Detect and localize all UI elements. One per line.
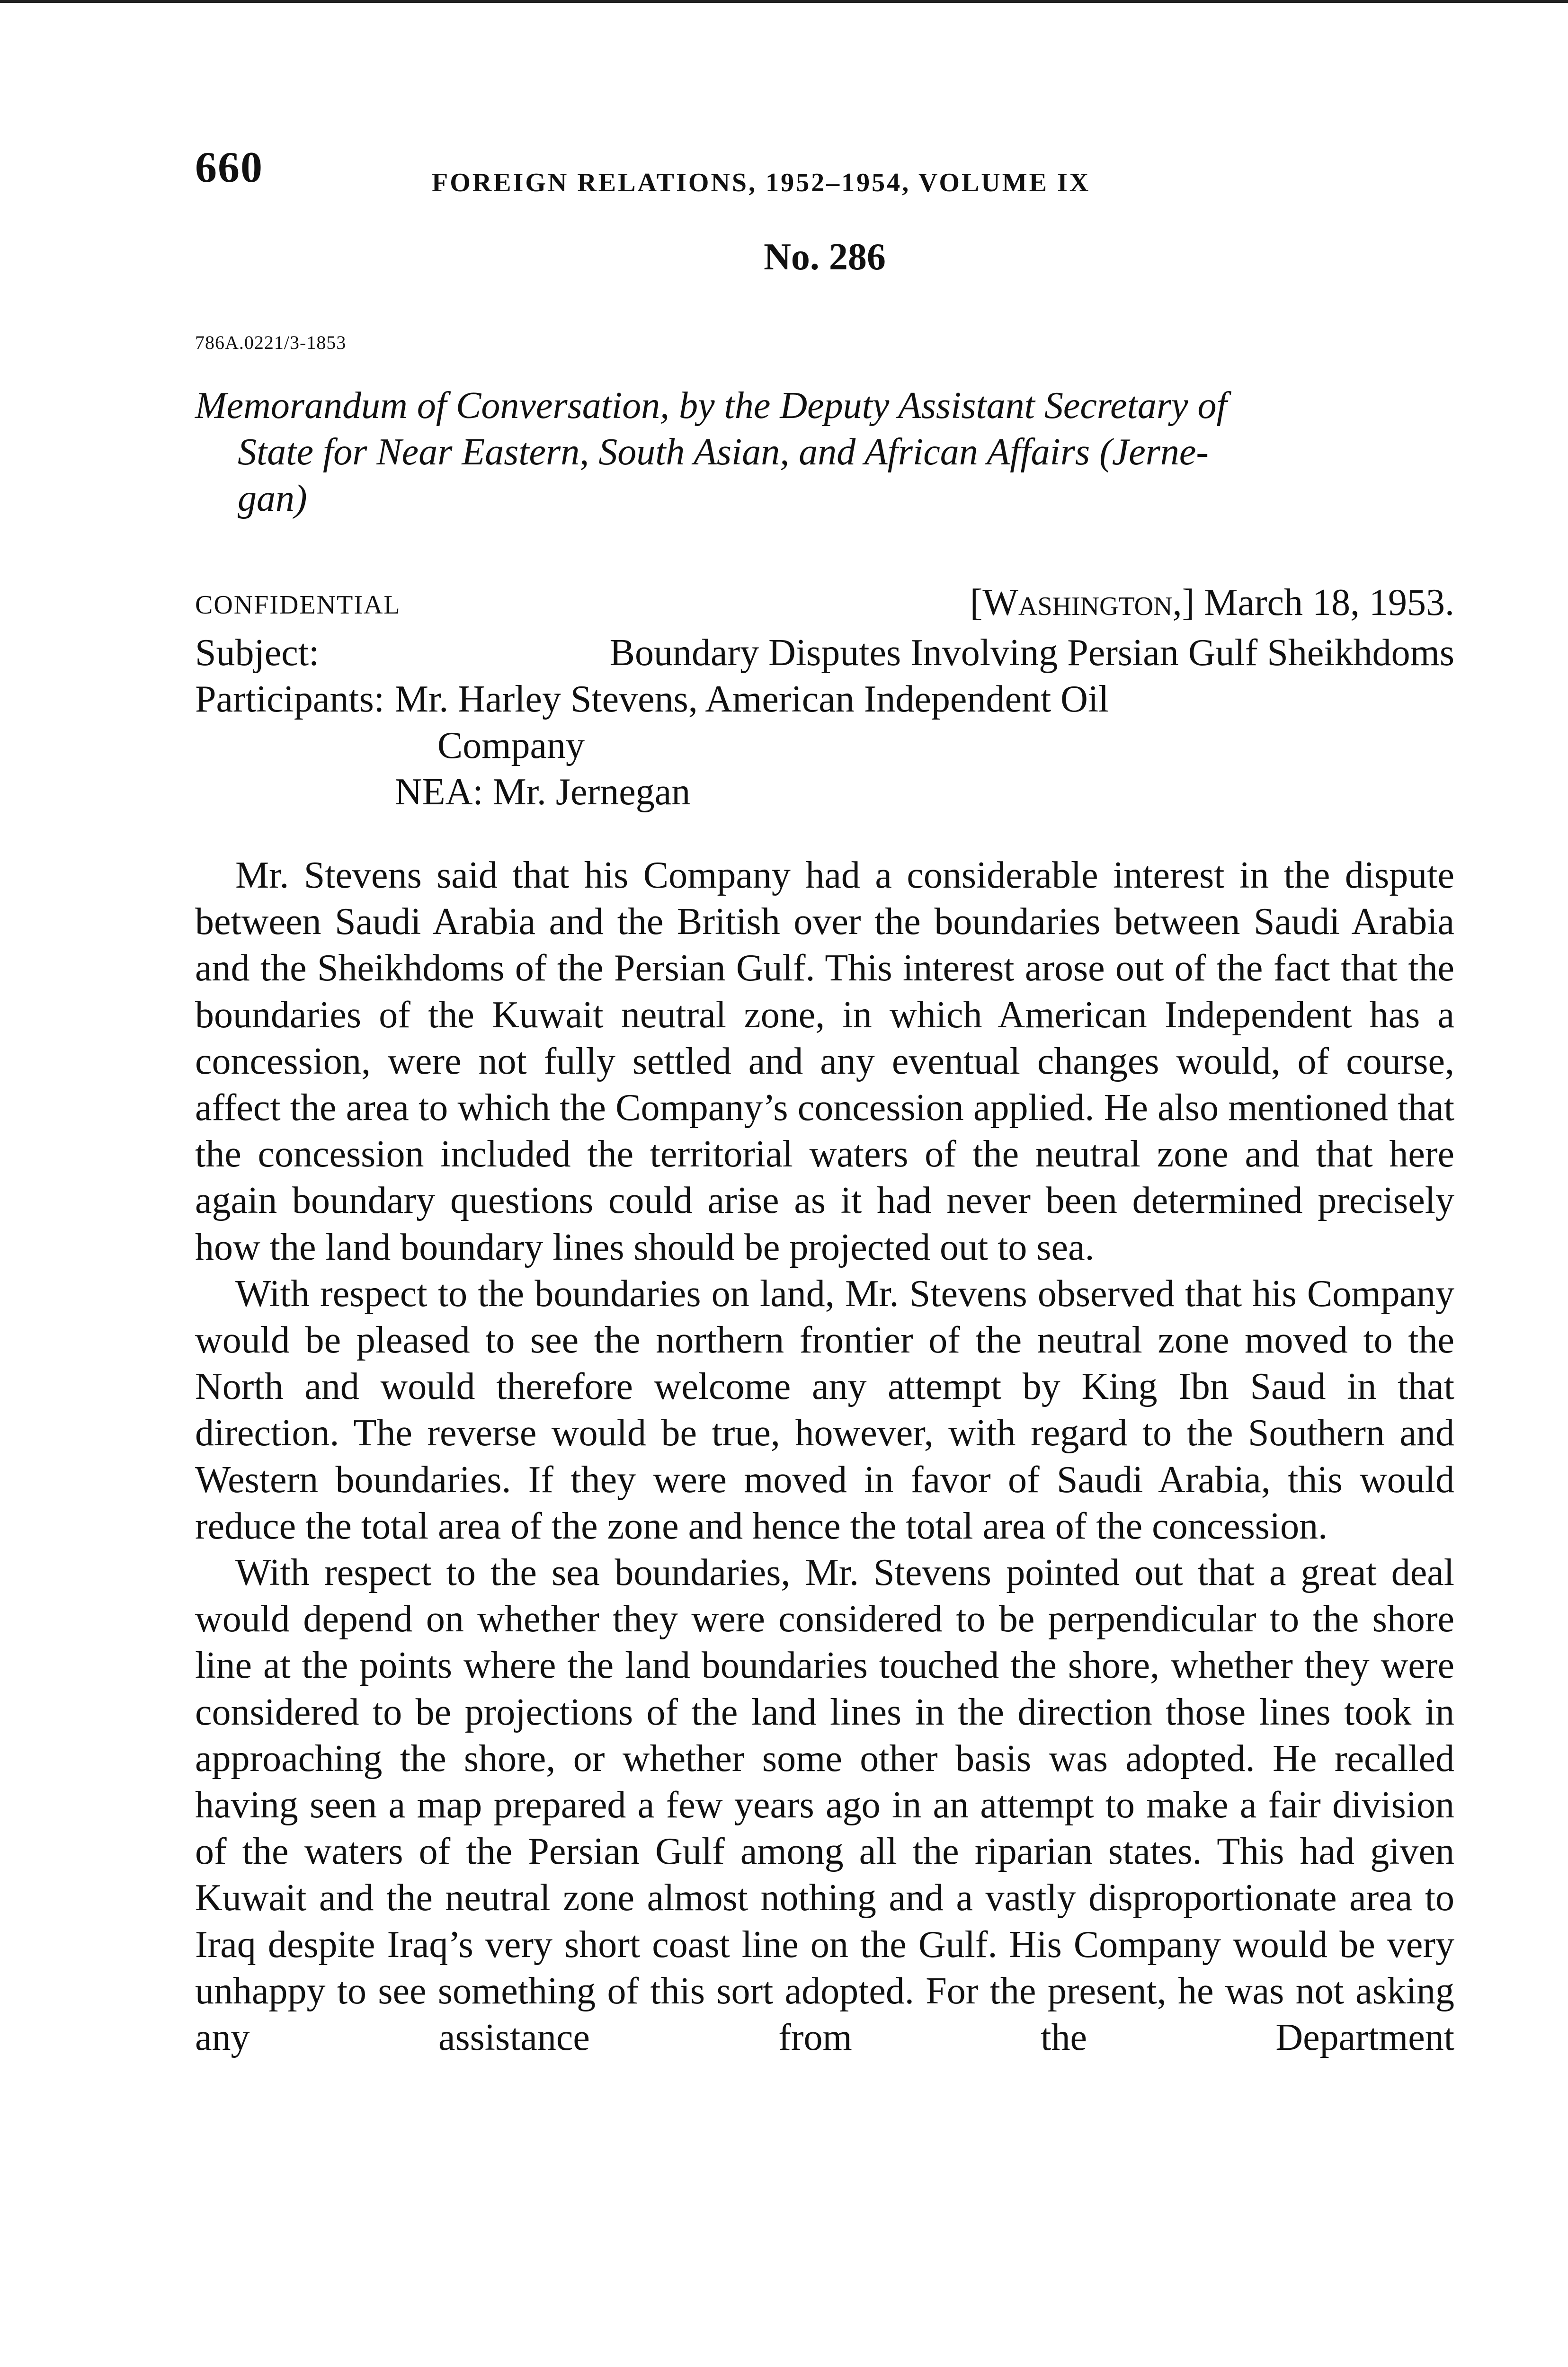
subject-text: Boundary Disputes Involving Persian Gulf Sheikhdoms bbox=[609, 632, 1454, 674]
place-bracket-close: ,] bbox=[1172, 582, 1195, 623]
subject-row bbox=[195, 630, 1454, 676]
place-date bbox=[970, 581, 1454, 624]
place: Washington bbox=[982, 582, 1173, 623]
paragraph-1: Mr. Stevens said that his Company had a considerable interest in the dispute between Saudi Arabia and the British over the boundaries between Saudi Arabia and the Sheikhdoms of the Persian Gulf. This interest arose out of the fact that the boundaries of the Kuwait neutral zone, in which American Independent has a concession, were not fully settled and any eventual changes would, of course, affect the area to which the Company’s concession applied. He also mentioned that the concession included the territorial waters of the neutral zone and that here again boundary questions could arise as it had never been determined precisely how the land boundary lines should be projected out to sea. bbox=[195, 854, 1454, 1268]
page-number: 660 bbox=[195, 143, 263, 191]
page-header bbox=[195, 142, 1454, 199]
document-number: No. 286 bbox=[764, 236, 886, 278]
participants-list bbox=[395, 676, 1109, 815]
participant-1-continuation: Company bbox=[437, 725, 585, 766]
participants-label: Participants: bbox=[195, 678, 384, 720]
dateline bbox=[195, 581, 1454, 629]
title-line-3: gan) bbox=[238, 478, 307, 519]
date: March 18, 1953. bbox=[1204, 582, 1454, 623]
top-border bbox=[0, 0, 1568, 3]
title-line-2: State for Near Eastern, South Asian, and African Affairs (Jerne- bbox=[238, 431, 1209, 473]
running-head: FOREIGN RELATIONS, 1952–1954, VOLUME IX bbox=[432, 168, 1091, 197]
participant-2: NEA: Mr. Jernegan bbox=[394, 771, 691, 813]
title-line-1: Memorandum of Conversation, by the Deputy Assistant Secretary of bbox=[195, 385, 1227, 427]
paragraph-2: With respect to the boundaries on land, Mr. Stevens observed that his Company would be pleased to see the northern frontier of the neutral zone moved to the North and would therefore welcome any attempt by King Ibn Saud in that direction. The reverse would be true, however, with regard to the Southern and Western boundaries. If they were moved in favor of Saudi Arabia, this would reduce the total area of the zone and hence the total area of the concession. bbox=[195, 1272, 1454, 1547]
subject-label: Subject: bbox=[195, 632, 320, 674]
document-title bbox=[195, 383, 1454, 522]
file-number: 786A.0221/3-1853 bbox=[195, 332, 347, 353]
memo-metadata bbox=[195, 630, 1454, 815]
participants-row bbox=[195, 676, 1454, 815]
memo-body bbox=[195, 852, 1454, 2061]
paragraph-3: With respect to the sea boundaries, Mr. Stevens pointed out that a great deal would depend on whether they were considered to be perpendicular to the shore line at the points where the land boundaries touched the shore, whether they were considered to be projections of the land lines in the direction those lines took in approaching the shore, or whether some other basis was adopted. He recalled having seen a map prepared a few years ago in an attempt to make a fair division of the waters of the Persian Gulf among all the riparian states. This had given Kuwait and the neutral zone almost nothing and a vastly disproportionate area to Iraq despite Iraq’s very short coast line on the Gulf. His Company would be very unhappy to see something of this sort adopted. For the present, he was not asking any assistance from the Department bbox=[195, 1552, 1454, 2059]
participant-1: Mr. Harley Stevens, American Independent Oil bbox=[394, 678, 1109, 720]
place-bracket-open: [ bbox=[970, 582, 983, 623]
classification-label: CONFIDENTIAL bbox=[195, 590, 401, 620]
